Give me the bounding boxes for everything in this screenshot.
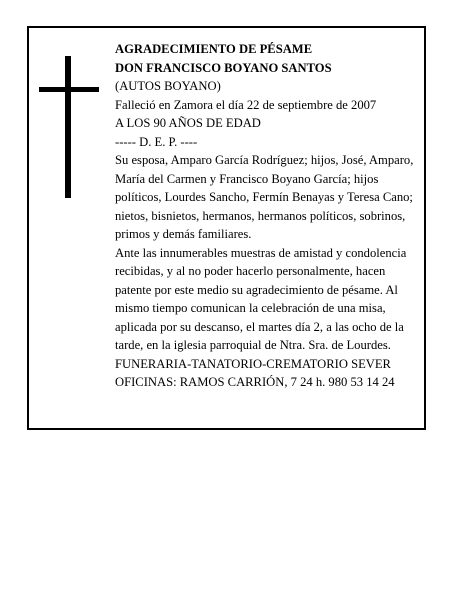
notice-text (115, 40, 421, 392)
deceased-name: DON FRANCISCO BOYANO SANTOS (115, 60, 332, 75)
family-list: Su esposa, Amparo García Rodríguez; hijos, José, Amparo, María del Carmen y Francisco Boyano García; hijos políticos, Lourdes Sancho, Fermín Benayas y Teresa Cano; nietos, bisnietos, hermanos, hermanos políticos, sobrinos, primos y demás familiares. (115, 153, 414, 241)
deceased-alias: (AUTOS BOYANO) (115, 79, 221, 93)
age-at-death: A LOS 90 AÑOS DE EDAD (115, 116, 261, 130)
death-info: Falleció en Zamora el día 22 de septiembre de 2007 (115, 97, 377, 112)
obituary-notice (27, 26, 426, 430)
funeral-home: FUNERARIA-TANATORIO-CREMATORIO SEVER (115, 356, 391, 371)
cross-horizontal-bar (39, 87, 99, 92)
office-contact: OFICINAS: RAMOS CARRIÓN, 7 24 h. 980 53 14 24 (115, 375, 395, 389)
cross-icon (39, 56, 99, 198)
thanks-message: Ante las innumerables muestras de amistad y condolencia recibidas, y al no poder hacerlo personalmente, hacen patente por este medio su agradecimiento de pésame. Al mismo tiempo comunican la celebración de una misa, aplicada por su descanso, el martes día 2, a las ocho de la tarde, en la iglesia parroquial de Ntra. Sra. de Lourdes. (115, 245, 407, 352)
cross-vertical-bar (65, 56, 71, 198)
notice-heading: AGRADECIMIENTO DE PÉSAME (115, 42, 313, 56)
rip-line: ----- D. E. P. ---- (115, 134, 198, 149)
